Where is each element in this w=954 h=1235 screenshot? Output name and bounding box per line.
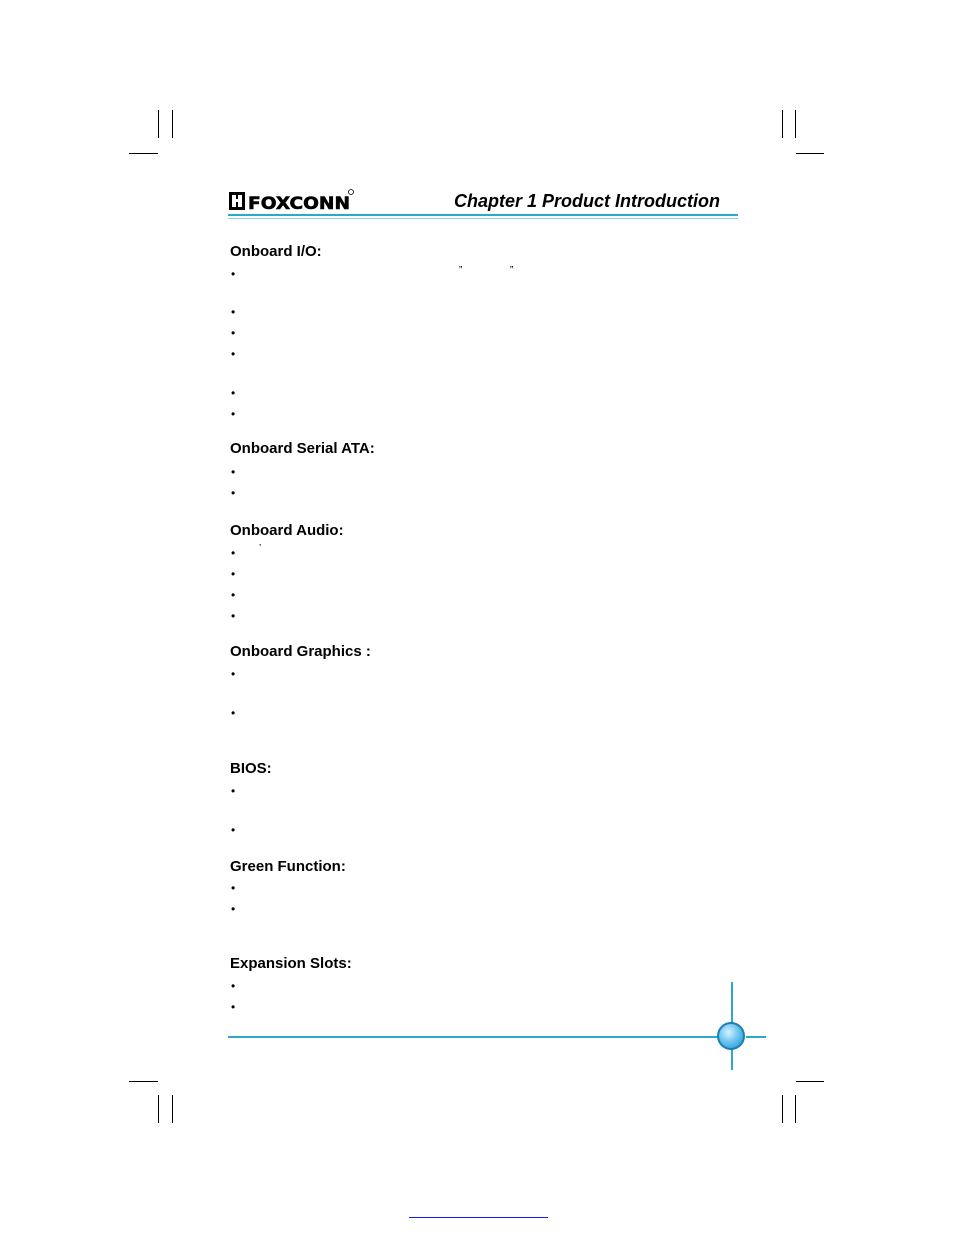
chapter-title: Chapter 1 Product Introduction [454, 191, 721, 211]
crop-mark [172, 1095, 173, 1123]
bullet: • [231, 305, 236, 319]
bullet: • [231, 979, 236, 993]
header-rule [228, 214, 738, 216]
crop-mark [796, 1081, 824, 1082]
crop-mark [795, 110, 796, 138]
crop-mark [129, 1081, 158, 1082]
heading-bios: BIOS: [230, 760, 272, 777]
heading-green-function: Green Function: [230, 858, 346, 875]
bullet: • [231, 347, 236, 361]
heading-expansion-slots: Expansion Slots: [230, 955, 352, 972]
bullet: • [231, 823, 236, 837]
quote-mark: ” [459, 265, 463, 276]
header-rule-thin [228, 218, 738, 219]
bullet: • [231, 588, 236, 602]
footer-rule-right [746, 1036, 766, 1038]
page-number-badge [717, 1022, 745, 1050]
bullet: • [231, 667, 236, 681]
bullet: • [231, 881, 236, 895]
crop-mark [158, 110, 159, 138]
bullet: • [231, 267, 236, 281]
crop-mark [158, 1095, 159, 1123]
link-underline[interactable] [409, 1217, 548, 1218]
bullet: • [231, 609, 236, 623]
bullet: • [231, 784, 236, 798]
logo-text: FOXCONN [248, 194, 350, 214]
bullet: • [231, 386, 236, 400]
crop-mark [129, 153, 158, 154]
foxconn-logo [228, 188, 356, 214]
heading-onboard-graphics: Onboard Graphics : [230, 643, 371, 660]
bullet: • [231, 902, 236, 916]
heading-onboard-io: Onboard I/O: [230, 243, 322, 260]
bullet: • [231, 326, 236, 340]
bullet: • [231, 1000, 236, 1014]
quote-mark: ” [510, 265, 514, 276]
footer-rule [228, 1036, 718, 1038]
bullet: • [231, 546, 236, 560]
bullet: • [231, 465, 236, 479]
crop-mark [796, 153, 824, 154]
bullet: • [231, 407, 236, 421]
bullet: • [231, 567, 236, 581]
crop-mark [782, 110, 783, 138]
crop-mark [172, 110, 173, 138]
heading-onboard-sata: Onboard Serial ATA: [230, 440, 375, 457]
crop-mark [795, 1095, 796, 1123]
bullet: • [231, 706, 236, 720]
apostrophe-mark: ’ [259, 543, 262, 554]
crop-mark [782, 1095, 783, 1123]
bullet: • [231, 486, 236, 500]
heading-onboard-audio: Onboard Audio: [230, 522, 344, 539]
